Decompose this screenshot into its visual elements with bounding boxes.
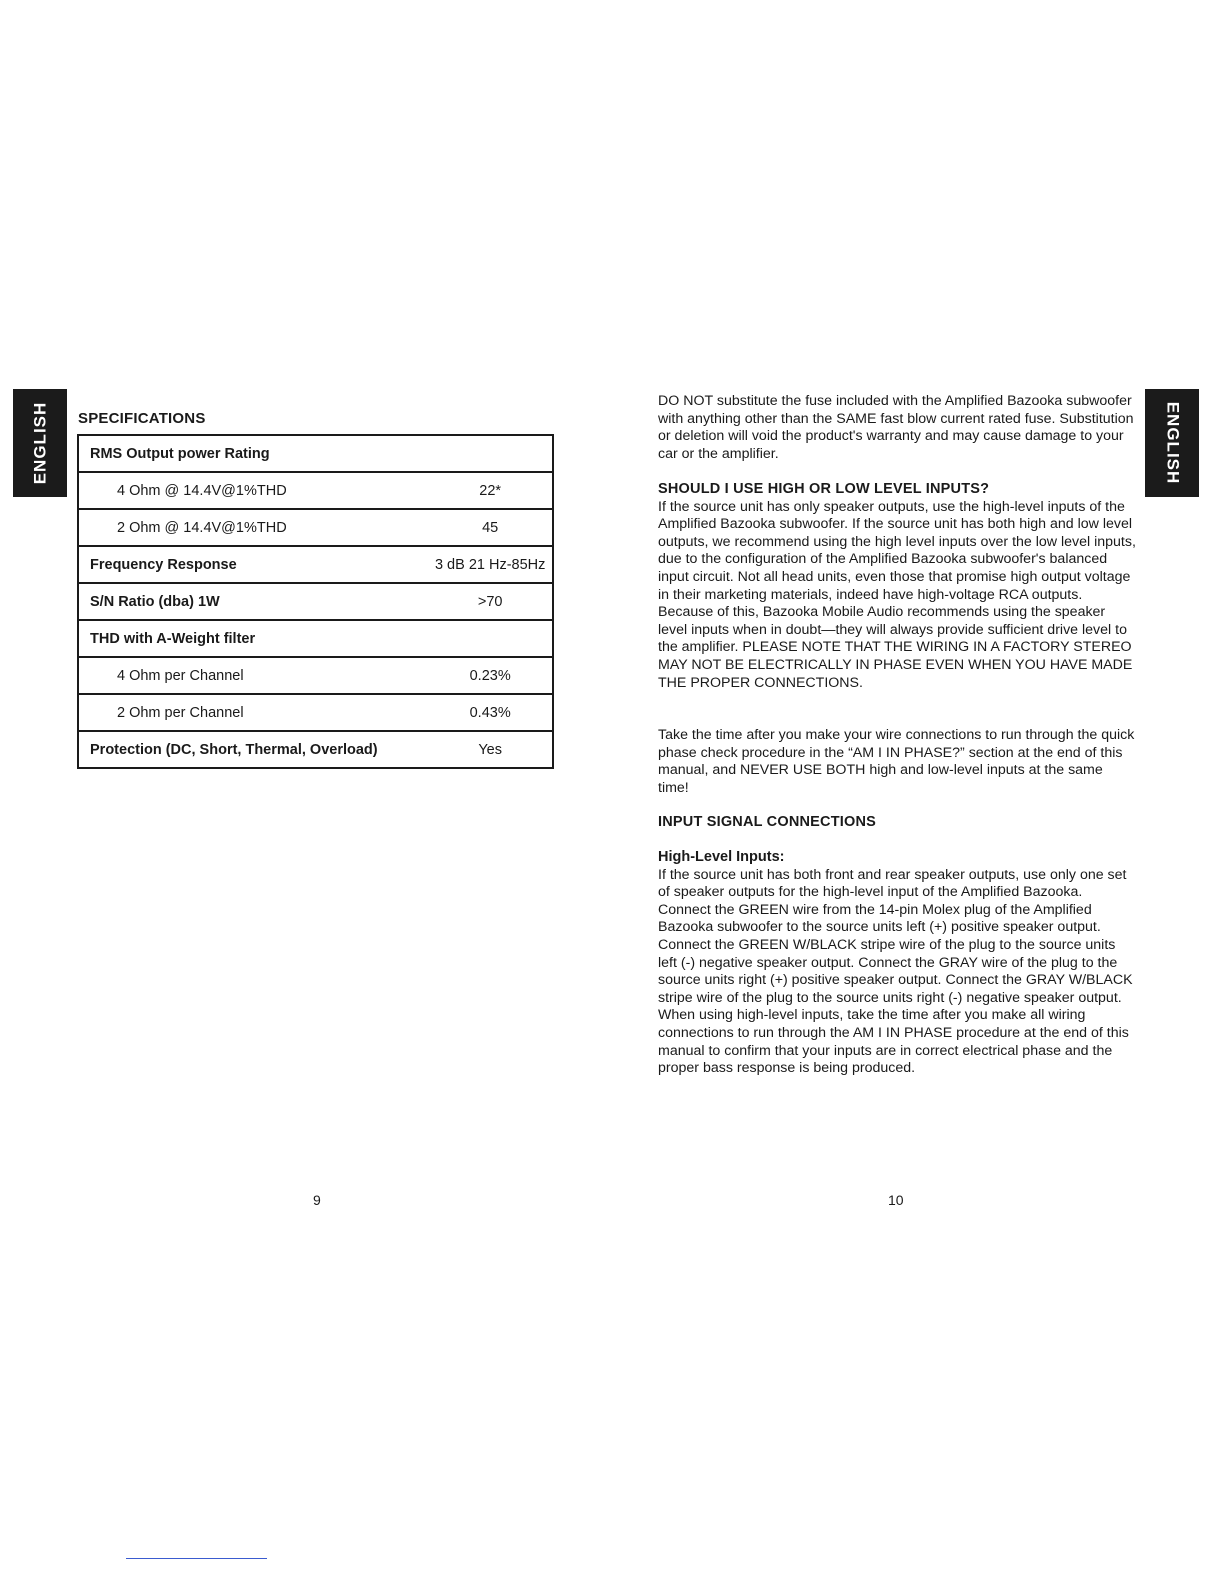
spec-label: 4 Ohm per Channel xyxy=(78,657,428,694)
table-row xyxy=(78,546,553,583)
specifications-table xyxy=(77,434,554,769)
spec-label: 4 Ohm @ 14.4V@1%THD xyxy=(78,472,428,509)
spec-label: THD with A-Weight filter xyxy=(78,620,553,657)
table-row xyxy=(78,657,553,694)
spec-label: RMS Output power Rating xyxy=(90,445,270,462)
fuse-warning-paragraph xyxy=(658,393,1136,463)
spec-label: 2 Ohm per Channel xyxy=(78,694,428,731)
language-tab-left xyxy=(13,389,67,497)
language-tab-right-label: ENGLISH xyxy=(1163,401,1182,485)
high-level-paragraph: If the source unit has both front and rear speaker outputs, use only one set of speaker outputs for the high-level input of the Amplified Bazooka. Connect the GREEN wire from the 14-pin Molex plug of the Amplified Bazooka subwoofer to the source units left (+) positive speaker output. Connect the GREEN W/BLACK stripe wire of the plug to the source units left (-) negative speaker output. Connect the GRAY wire of the plug to the source units right (+) positive speaker output. Connect the GRAY W/BLACK stripe wire of the plug to the source units right (-) negative speaker output. When using high-level inputs, take the time after you make all wiring connections to run through the AM I IN PHASE procedure at the end of this manual to confirm that your inputs are in correct electrical phase and the proper bass response is being produced. xyxy=(658,866,1133,1077)
page-number-right: 10 xyxy=(888,1192,904,1208)
input-signal-heading: INPUT SIGNAL CONNECTIONS xyxy=(658,814,877,830)
table-row xyxy=(78,620,553,657)
language-tab-right xyxy=(1145,389,1199,497)
fuse-warning-text: DO NOT substitute the fuse included with the Amplified Bazooka subwoofer with anything other than the SAME fast blow current rated fuse. Substitution or deletion will void the product's warranty and may cause damage to your car or the amplifier. xyxy=(658,393,1134,462)
spec-label: Frequency Response xyxy=(78,546,428,583)
high-level-section xyxy=(658,849,1136,1078)
spec-value: 3 dB 21 Hz-85Hz xyxy=(428,546,553,583)
page-number-left: 9 xyxy=(313,1192,321,1208)
spec-label: 2 Ohm @ 14.4V@1%THD xyxy=(78,509,428,546)
table-row xyxy=(78,472,553,509)
inputs-heading: SHOULD I USE HIGH OR LOW LEVEL INPUTS? xyxy=(658,481,990,497)
phase-paragraph: Take the time after you make your wire connections to run through the quick phase check procedure in the “AM I IN PHASE?” section at the end of this manual, and NEVER USE BOTH high and low-level inputs at the same time! xyxy=(658,727,1135,796)
table-row xyxy=(78,731,553,768)
link-underline xyxy=(126,1558,267,1559)
spec-value: 22* xyxy=(428,472,553,509)
spec-value: Yes xyxy=(428,731,553,768)
inputs-section xyxy=(658,481,1136,692)
spec-value: 45 xyxy=(428,509,553,546)
specifications-heading: SPECIFICATIONS xyxy=(78,410,206,427)
spec-value: >70 xyxy=(428,583,553,620)
spec-value: 0.43% xyxy=(428,694,553,731)
language-tab-left-label: ENGLISH xyxy=(30,401,49,485)
table-row xyxy=(78,435,553,472)
table-row xyxy=(78,509,553,546)
signal-heading-block xyxy=(658,814,1136,832)
table-row xyxy=(78,694,553,731)
table-row xyxy=(78,583,553,620)
inputs-paragraph: If the source unit has only speaker outputs, use the high-level inputs of the Amplified Bazooka subwoofer. If the source unit has both high and low level outputs, we recommend using the high level inputs over the low level inputs, due to the configuration of the Amplified Bazooka subwoofer's balanced input circuit. Not all head units, even those that promise high output voltage in their marketing materials, indeed have high-voltage RCA outputs. Because of this, Bazooka Mobile Audio recommends using the speaker level inputs when in doubt—they will always provide sufficient drive level to the amplifier. PLEASE NOTE THAT THE WIRING IN A FACTORY STEREO MAY NOT BE ELECTRICALLY IN PHASE EVEN WHEN YOU HAVE MADE THE PROPER CONNECTIONS. xyxy=(658,498,1136,691)
spec-value: 0.23% xyxy=(428,657,553,694)
phase-paragraph-block xyxy=(658,727,1136,797)
high-level-subheading: High-Level Inputs: xyxy=(658,849,785,865)
spec-label: Protection (DC, Short, Thermal, Overload) xyxy=(78,731,428,768)
spec-label: S/N Ratio (dba) 1W xyxy=(78,583,428,620)
